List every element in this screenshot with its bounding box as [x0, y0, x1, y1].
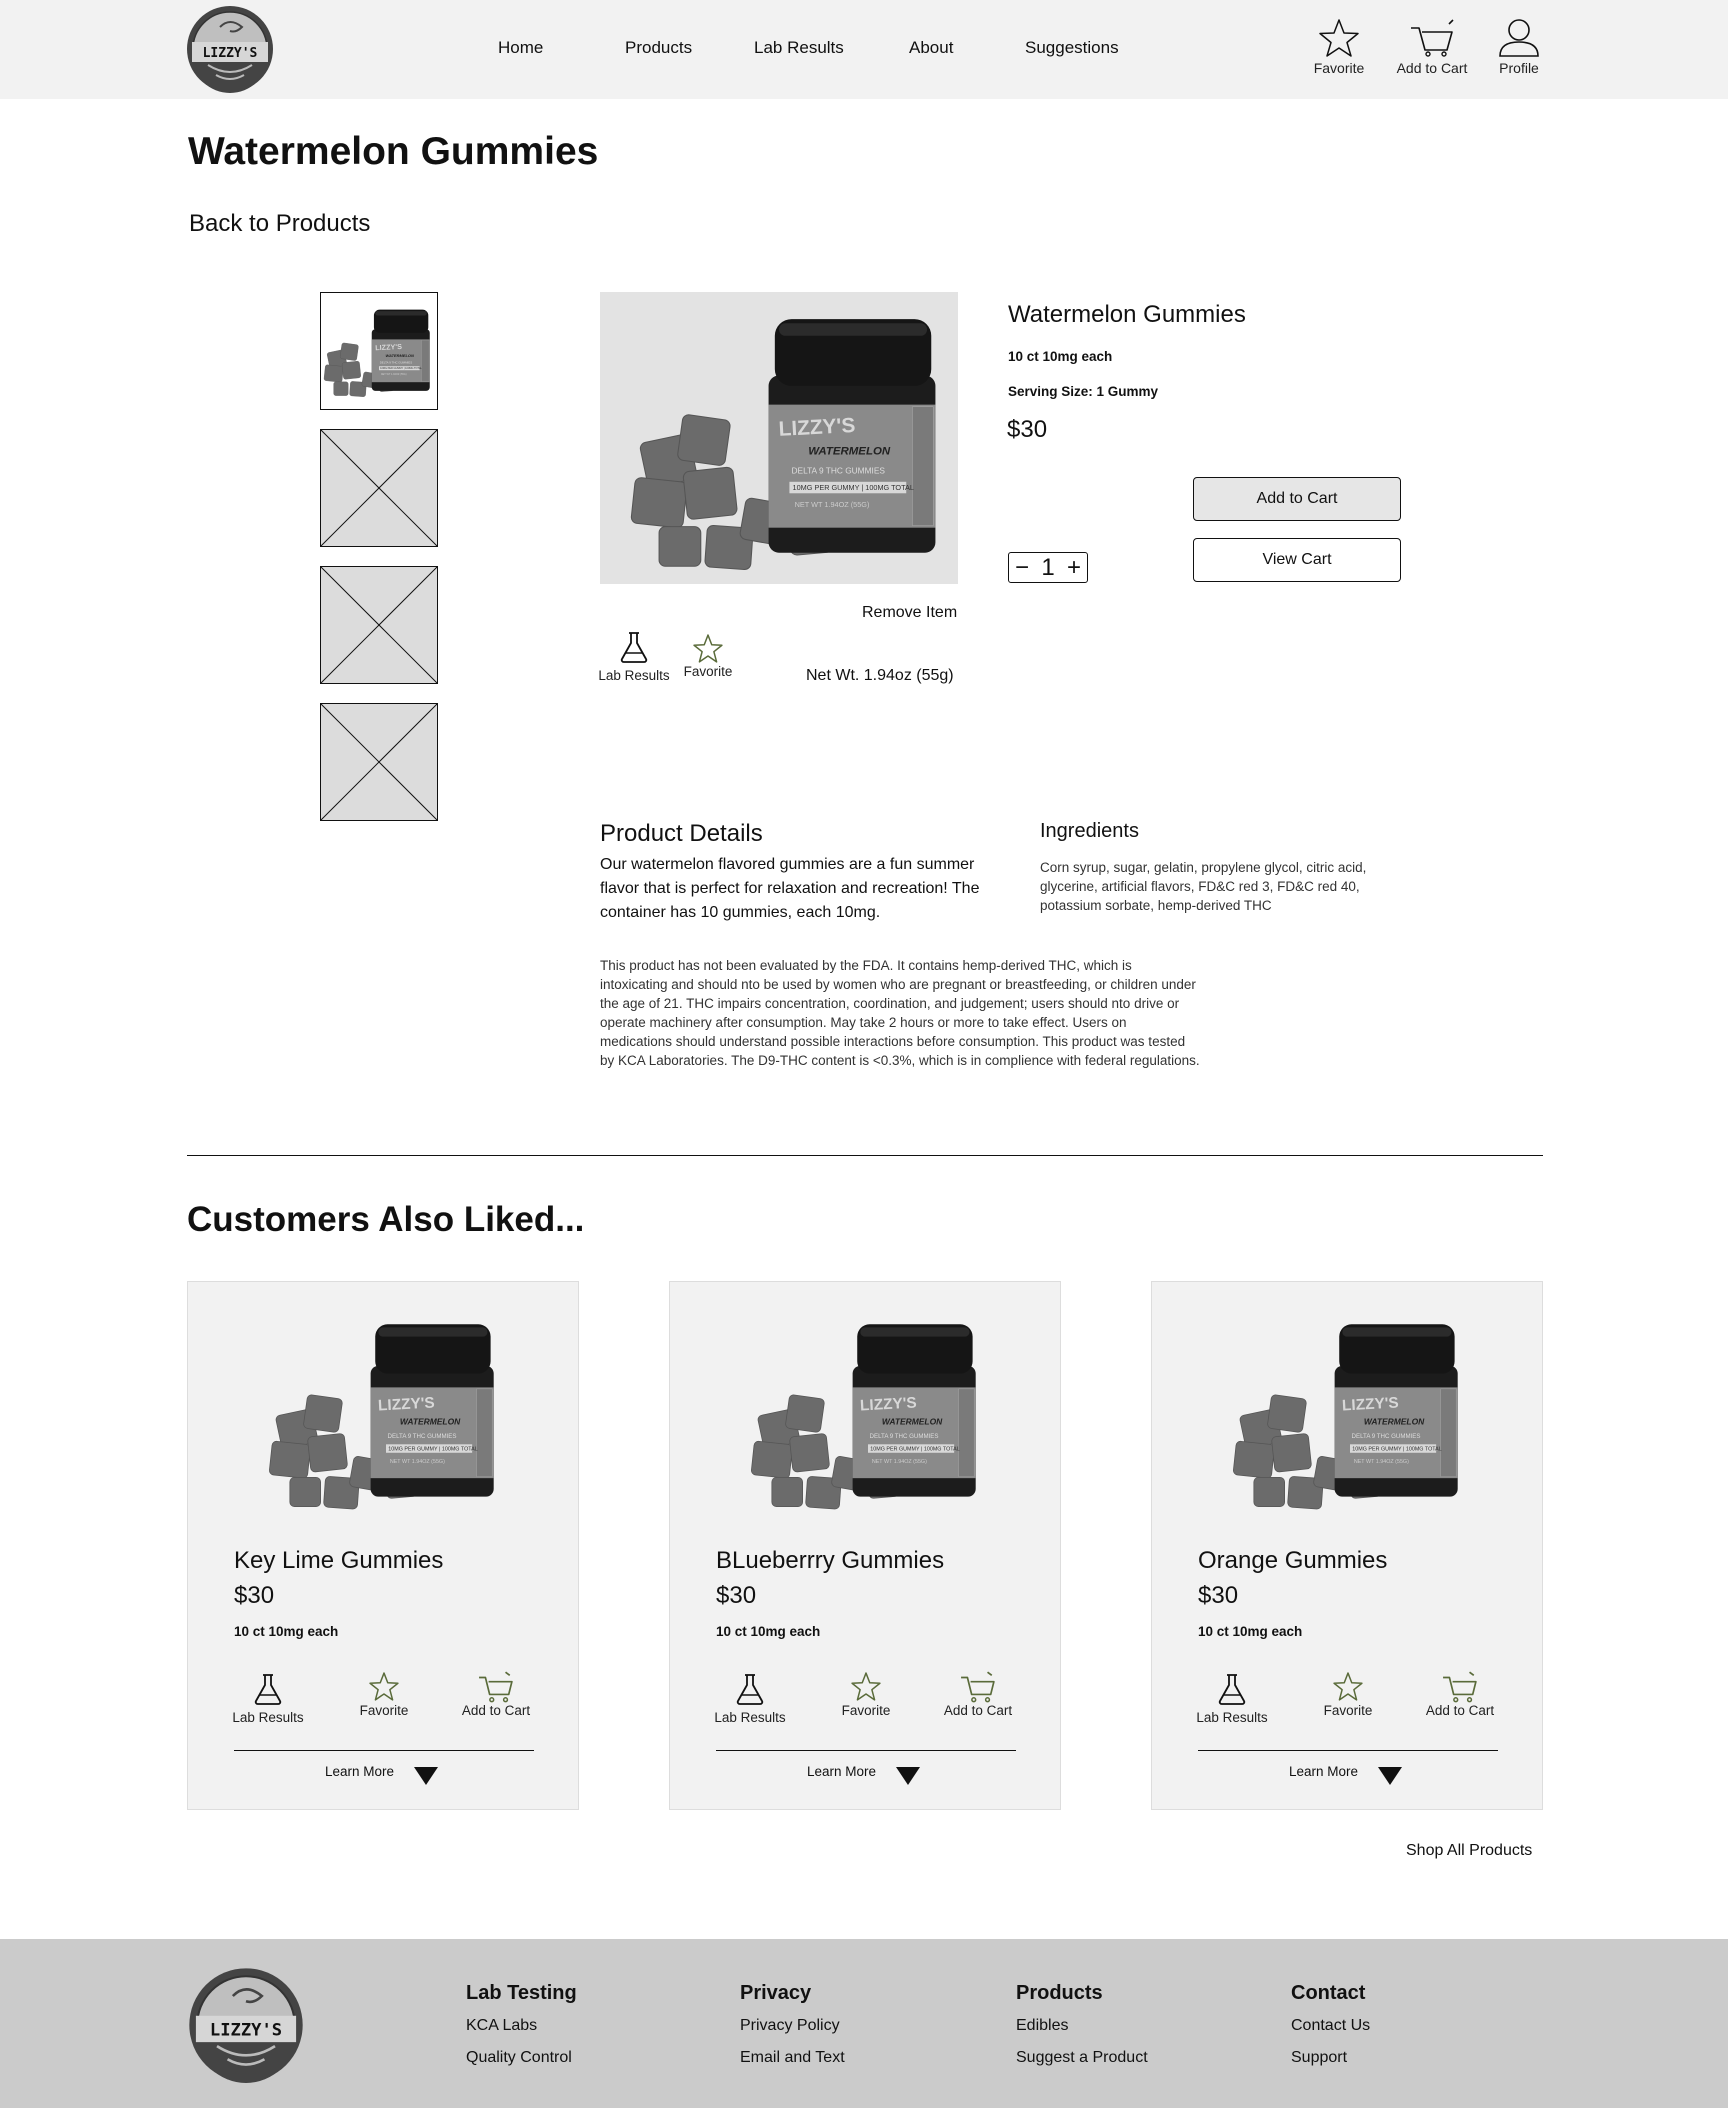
serving-size: Serving Size: 1 Gummy	[1008, 384, 1159, 399]
nav-products[interactable]: Products	[625, 38, 693, 57]
header-favorite-label: Favorite	[1313, 60, 1365, 76]
star-icon	[851, 1671, 881, 1703]
flask-icon	[618, 628, 650, 668]
nav-home[interactable]: Home	[498, 38, 544, 57]
card-favorite[interactable]	[1316, 1671, 1380, 1718]
footer-link[interactable]: Email and Text	[740, 2049, 845, 2066]
logo-text: LIZZY'S	[202, 46, 258, 61]
lab-results-link[interactable]	[598, 628, 670, 683]
card-lab-label: Lab Results	[1196, 1710, 1268, 1725]
section-divider	[187, 1155, 1543, 1156]
customers-also-liked-title: Customers Also Liked...	[187, 1200, 585, 1239]
footer-column-title: Privacy	[740, 1982, 812, 2004]
product-card[interactable]	[187, 1281, 579, 1810]
star-icon	[693, 634, 723, 664]
card-cart-label: Add to Cart	[461, 1703, 531, 1718]
card-favorite[interactable]	[834, 1671, 898, 1718]
card-divider	[716, 1750, 1016, 1751]
footer-column-title: Products	[1016, 1982, 1103, 2004]
header-favorite[interactable]	[1312, 18, 1366, 76]
favorite-label: Favorite	[683, 664, 733, 679]
footer-column-lab-testing	[466, 1982, 577, 2081]
card-favorite[interactable]	[352, 1671, 416, 1718]
user-icon	[1498, 18, 1540, 58]
product-card[interactable]	[1151, 1281, 1543, 1810]
card-add-to-cart[interactable]	[1418, 1671, 1502, 1718]
thumbnail-2[interactable]	[320, 429, 438, 547]
footer-link[interactable]: Edibles	[1016, 2017, 1069, 2034]
image-placeholder-icon	[321, 567, 437, 683]
brand-logo[interactable]	[186, 5, 274, 93]
card-product-price: $30	[716, 1582, 757, 1609]
card-divider	[1198, 1750, 1498, 1751]
flask-icon	[252, 1670, 284, 1710]
shop-all-products-link[interactable]: Shop All Products	[1406, 1842, 1533, 1859]
image-placeholder-icon	[321, 430, 437, 546]
footer-link[interactable]: Quality Control	[466, 2049, 572, 2066]
card-lab-label: Lab Results	[714, 1710, 786, 1725]
card-favorite-label: Favorite	[1323, 1703, 1373, 1718]
cart-icon	[1442, 1671, 1478, 1703]
card-product-count: 10 ct 10mg each	[234, 1624, 339, 1639]
footer-column-title: Contact	[1291, 1982, 1366, 2004]
triangle-down-icon[interactable]	[1378, 1767, 1402, 1785]
header-profile[interactable]	[1494, 18, 1544, 76]
cart-icon	[960, 1671, 996, 1703]
card-product-name: Orange Gummies	[1198, 1547, 1388, 1574]
header-add-to-cart[interactable]	[1392, 18, 1472, 76]
site-header	[0, 0, 1728, 99]
nav-lab-results[interactable]: Lab Results	[754, 38, 844, 57]
card-product-count: 10 ct 10mg each	[1198, 1624, 1303, 1639]
card-product-price: $30	[234, 1582, 275, 1609]
ingredients-title: Ingredients	[1040, 820, 1139, 842]
quantity-value: 1	[1041, 553, 1055, 581]
card-product-name: BLueberrry Gummies	[716, 1547, 945, 1574]
product-details-title: Product Details	[600, 820, 763, 847]
footer-brand-logo[interactable]	[188, 1967, 304, 2083]
product-thumbnail-image	[321, 293, 437, 409]
header-cart-label: Add to Cart	[1396, 60, 1468, 76]
ingredients-text: Corn syrup, sugar, gelatin, propylene glycol, citric acid, glycerine, artificial flavors, FD&C red 3, FD&C red 40, potassium sorbate, hemp-derived THC	[1040, 860, 1367, 913]
footer-column-privacy	[740, 1982, 845, 2081]
favorite-link[interactable]	[680, 634, 736, 679]
view-cart-button[interactable]: View Cart	[1193, 538, 1401, 582]
remove-item-link[interactable]: Remove Item	[862, 604, 958, 621]
product-card-image	[1210, 1312, 1490, 1512]
card-product-count: 10 ct 10mg each	[716, 1624, 821, 1639]
thumbnail-1[interactable]	[320, 292, 438, 410]
add-to-cart-button[interactable]: Add to Cart	[1193, 477, 1401, 521]
card-product-name: Key Lime Gummies	[234, 1547, 444, 1574]
footer-column-products	[1016, 1982, 1148, 2081]
header-profile-label: Profile	[1499, 60, 1539, 76]
card-favorite-label: Favorite	[359, 1703, 409, 1718]
product-card[interactable]	[669, 1281, 1061, 1810]
thumbnail-4[interactable]	[320, 703, 438, 821]
card-cart-label: Add to Cart	[1425, 1703, 1495, 1718]
back-to-products-link[interactable]: Back to Products	[189, 210, 371, 237]
cart-icon	[1409, 18, 1455, 58]
decrement-icon[interactable]: −	[1015, 553, 1030, 581]
product-details-text: Our watermelon flavored gummies are a fun summer flavor that is perfect for relaxation and recreation! The container has 10 gummies, each 10mg.	[600, 856, 980, 921]
increment-icon[interactable]: +	[1066, 553, 1081, 581]
footer-link[interactable]: Contact Us	[1291, 2017, 1371, 2034]
product-card-image	[246, 1312, 526, 1512]
card-add-to-cart[interactable]	[454, 1671, 538, 1718]
star-icon	[1333, 1671, 1363, 1703]
thumbnail-3[interactable]	[320, 566, 438, 684]
image-placeholder-icon	[321, 704, 437, 820]
card-divider	[234, 1750, 534, 1751]
nav-suggestions[interactable]: Suggestions	[1025, 38, 1119, 57]
card-favorite-label: Favorite	[841, 1703, 891, 1718]
flask-icon	[734, 1670, 766, 1710]
card-learn-more[interactable]: Learn More	[325, 1764, 395, 1779]
nav-about[interactable]: About	[909, 38, 954, 57]
card-lab-label: Lab Results	[232, 1710, 304, 1725]
card-cart-label: Add to Cart	[943, 1703, 1013, 1718]
product-price: $30	[1007, 416, 1048, 443]
footer-link[interactable]: Support	[1291, 2049, 1348, 2066]
card-learn-more[interactable]: Learn More	[807, 1764, 877, 1779]
cart-icon	[478, 1671, 514, 1703]
footer-link[interactable]: KCA Labs	[466, 2017, 538, 2034]
product-count: 10 ct 10mg each	[1008, 349, 1113, 364]
card-lab-results[interactable]	[230, 1670, 306, 1725]
footer-column-title: Lab Testing	[466, 1982, 577, 2004]
card-add-to-cart[interactable]	[936, 1671, 1020, 1718]
triangle-down-icon[interactable]	[896, 1767, 920, 1785]
card-learn-more[interactable]: Learn More	[1289, 1764, 1359, 1779]
net-weight: Net Wt. 1.94oz (55g)	[806, 667, 954, 684]
card-lab-results[interactable]	[712, 1670, 788, 1725]
product-name: Watermelon Gummies	[1008, 301, 1246, 328]
flask-icon	[1216, 1670, 1248, 1710]
star-icon	[1318, 18, 1360, 58]
page-title: Watermelon Gummies	[188, 130, 599, 173]
triangle-down-icon[interactable]	[414, 1767, 438, 1785]
footer-column-contact	[1291, 1982, 1370, 2081]
fda-disclaimer: This product has not been evaluated by the FDA. It contains hemp-derived THC, which is intoxicating and should nto be used by women who are pregnant or breastfeeding, or children under the age of 21. THC impairs concentration, coordination, and judgement; users should nto drive or operate machinery after consumption. May take 2 hours or more to take effect. Users on medications should understand possible interactions before consumption. This product was tested by KCA Laboratories. The D9-THC content is <0.3%, which is in complience with federal regulations.	[600, 958, 1200, 1068]
site-footer	[0, 1939, 1728, 2108]
quantity-stepper	[1008, 552, 1088, 583]
product-card-image	[728, 1312, 1008, 1512]
footer-link[interactable]: Suggest a Product	[1016, 2049, 1148, 2066]
product-jar-image	[600, 292, 958, 584]
product-main-image	[600, 292, 958, 584]
footer-logo-text: LIZZY'S	[209, 2020, 283, 2041]
card-product-price: $30	[1198, 1582, 1239, 1609]
footer-link[interactable]: Privacy Policy	[740, 2017, 840, 2034]
card-lab-results[interactable]	[1194, 1670, 1270, 1725]
lab-results-label: Lab Results	[598, 668, 670, 683]
star-icon	[369, 1671, 399, 1703]
